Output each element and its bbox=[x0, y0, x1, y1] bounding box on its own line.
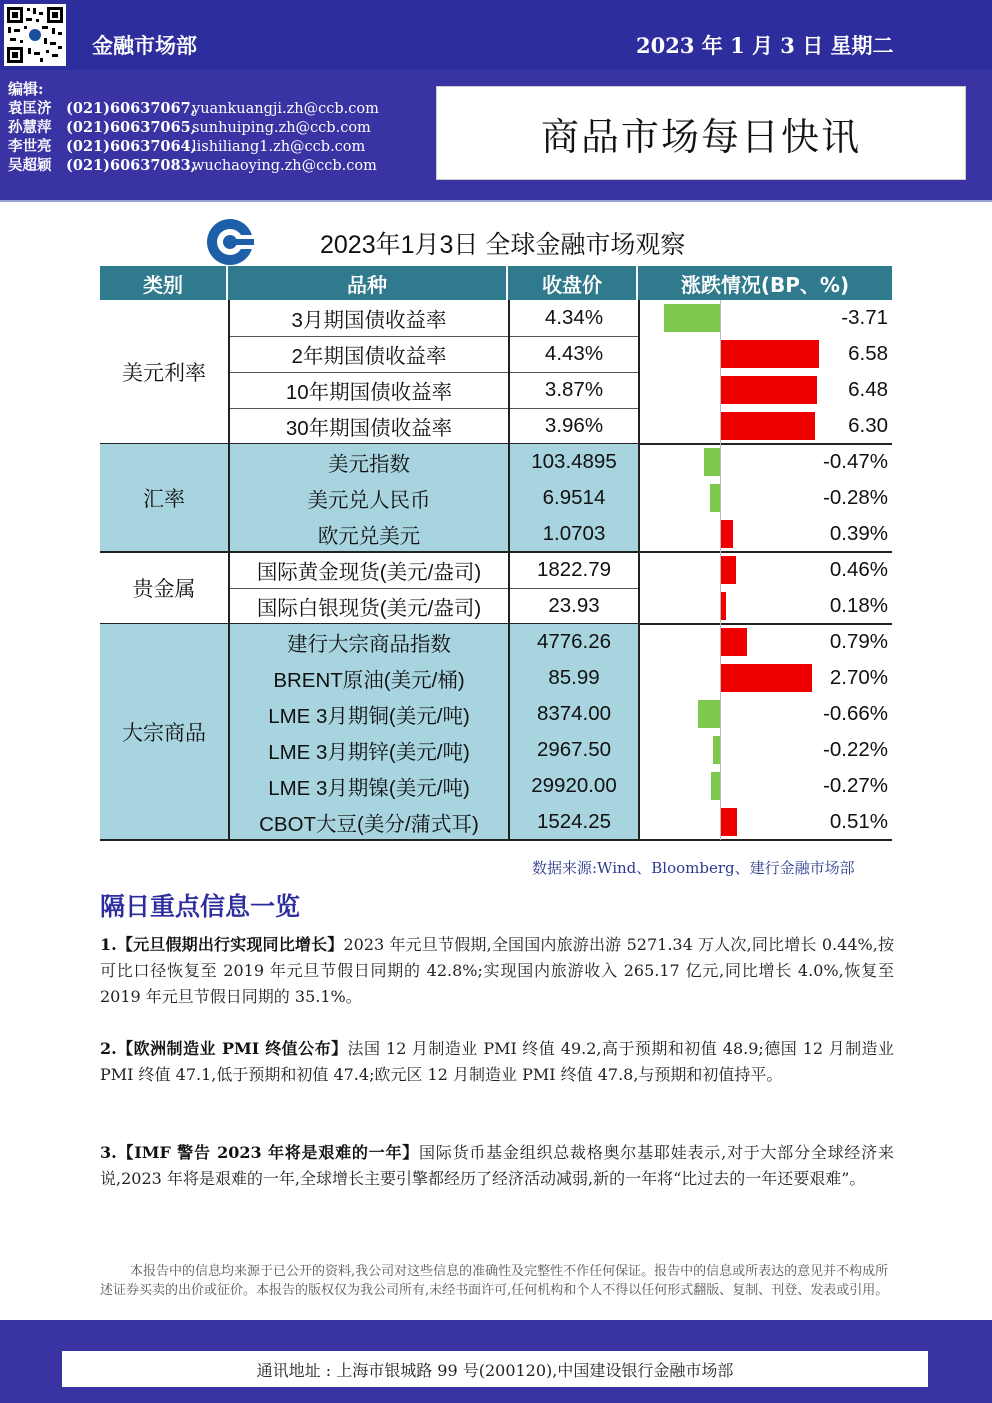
variety-cell: CBOT大豆(美分/蒲式耳) bbox=[228, 804, 508, 840]
variety-cell: LME 3月期镍(美元/吨) bbox=[228, 768, 508, 804]
editor-phone: (021)60637083, bbox=[66, 157, 196, 174]
change-value: 0.39% bbox=[829, 522, 888, 545]
editor-label: 编辑: bbox=[8, 80, 44, 98]
editor-line bbox=[8, 154, 377, 175]
change-value: 0.46% bbox=[829, 558, 888, 581]
table-row bbox=[100, 624, 892, 660]
group-divider bbox=[100, 839, 892, 841]
table-title: 2023年1月3日 全球金融市场观察 bbox=[320, 231, 686, 259]
change-value: 0.18% bbox=[829, 594, 888, 617]
variety-cell: 美元兑人民币 bbox=[228, 480, 508, 516]
change-value: 6.58 bbox=[848, 342, 888, 365]
ccb-logo-icon bbox=[206, 218, 254, 266]
close-cell: 23.93 bbox=[508, 588, 638, 624]
change-value: -0.27% bbox=[823, 774, 888, 797]
news-body: 2023 年元旦节假期,全国国内旅游出游 5271.34 万人次,同比增长 0.44%,按可比口径恢复至 2019 年元旦节假日同期的 42.8%;实现国内旅游收入 265.17 亿元,同比增长 4.0%,恢复至 2019 年元旦节假日同期的 35.1%。 bbox=[100, 935, 894, 1006]
close-cell: 3.96% bbox=[508, 408, 638, 444]
variety-cell: 建行大宗商品指数 bbox=[228, 624, 508, 660]
positive-bar bbox=[720, 556, 736, 584]
table-row bbox=[100, 696, 892, 732]
close-cell: 4.34% bbox=[508, 300, 638, 336]
change-cell bbox=[638, 480, 892, 516]
news-body: 国际货币基金组织总裁格奥尔基耶娃表示,对于大部分全球经济来说,2023 年将是艰难的一年,全球增长主要引擎都经历了经济活动减弱,新的一年将“比过去的一年还要艰难”。 bbox=[100, 1143, 894, 1188]
category-label: 汇率 bbox=[100, 444, 228, 552]
table-row bbox=[100, 300, 892, 336]
qr-code-icon bbox=[4, 4, 66, 66]
change-cell bbox=[638, 624, 892, 660]
news-title: 3.【IMF 警告 2023 年将是艰难的一年】 bbox=[100, 1143, 420, 1162]
category-label: 美元利率 bbox=[122, 362, 206, 385]
editor-name: 袁匡济 bbox=[8, 100, 52, 117]
header-close: 收盘价 bbox=[508, 266, 638, 300]
change-cell bbox=[638, 768, 892, 804]
close-cell: 4776.26 bbox=[508, 624, 638, 660]
close-cell: 3.87% bbox=[508, 372, 638, 408]
close-cell: 1524.25 bbox=[508, 804, 638, 840]
table-row bbox=[100, 588, 892, 624]
table-row bbox=[100, 516, 892, 552]
department-name: 金融市场部 bbox=[92, 33, 197, 58]
table-row bbox=[100, 552, 892, 588]
editor-line bbox=[8, 97, 379, 118]
category-label: 大宗商品 bbox=[100, 624, 228, 840]
variety-cell: LME 3月期铜(美元/吨) bbox=[228, 696, 508, 732]
close-cell: 4.43% bbox=[508, 336, 638, 372]
positive-bar bbox=[720, 340, 819, 368]
variety-cell: 3月期国债收益率 bbox=[228, 300, 508, 336]
change-cell bbox=[638, 444, 892, 480]
table-row bbox=[100, 444, 892, 480]
header-variety: 品种 bbox=[228, 266, 508, 300]
editor-name: 孙慧萍 bbox=[8, 119, 52, 136]
variety-cell: 美元指数 bbox=[228, 444, 508, 480]
header-change: 涨跌情况(BP、%) bbox=[638, 266, 892, 300]
table-row bbox=[100, 768, 892, 804]
change-cell bbox=[638, 804, 892, 840]
change-cell bbox=[638, 516, 892, 552]
news-heading: 隔日重点信息一览 bbox=[100, 892, 301, 921]
divider bbox=[0, 200, 992, 202]
variety-cell: BRENT原油(美元/桶) bbox=[228, 660, 508, 696]
close-cell: 8374.00 bbox=[508, 696, 638, 732]
change-value: -0.28% bbox=[823, 486, 888, 509]
negative-bar bbox=[698, 700, 720, 728]
variety-cell: 欧元兑美元 bbox=[228, 516, 508, 552]
positive-bar bbox=[720, 412, 815, 440]
close-cell: 29920.00 bbox=[508, 768, 638, 804]
table-row bbox=[100, 408, 892, 444]
change-value: 2.70% bbox=[829, 666, 888, 689]
change-cell bbox=[638, 552, 892, 588]
editor-line bbox=[8, 135, 365, 156]
negative-bar bbox=[664, 304, 720, 332]
news-item bbox=[100, 1036, 894, 1088]
close-cell: 1.0703 bbox=[508, 516, 638, 552]
news-title: 1.【元旦假期出行实现同比增长】 bbox=[100, 935, 344, 954]
table-row bbox=[100, 732, 892, 768]
negative-bar bbox=[711, 772, 720, 800]
change-value: 0.79% bbox=[829, 630, 888, 653]
news-title: 2.【欧洲制造业 PMI 终值公布】 bbox=[100, 1039, 348, 1058]
positive-bar bbox=[720, 520, 733, 548]
change-cell bbox=[638, 696, 892, 732]
editor-phone: (021)60637067, bbox=[66, 100, 196, 117]
disclaimer: 本报告中的信息均来源于已公开的资料,我公司对这些信息的准确性及完整性不作任何保证。报告中的信息或所表达的意见并不构成所述证券买卖的出价或征价。本报告的版权仅为我公司所有,未经书面许可,任何机构和个人不得以任何形式翻版、复制、刊登、发表或引用。 bbox=[100, 1264, 889, 1298]
variety-cell: 10年期国债收益率 bbox=[228, 372, 508, 408]
variety-cell: 国际白银现货(美元/盎司) bbox=[228, 588, 508, 624]
category-label: 贵金属 bbox=[132, 578, 196, 601]
variety-cell: 国际黄金现货(美元/盎司) bbox=[228, 552, 508, 588]
editor-email[interactable]: wuchaoying.zh@ccb.com bbox=[192, 158, 377, 174]
change-cell bbox=[638, 732, 892, 768]
change-value: -0.22% bbox=[823, 738, 888, 761]
negative-bar bbox=[710, 484, 720, 512]
table-row bbox=[100, 336, 892, 372]
editor-name: 李世亮 bbox=[8, 138, 52, 155]
change-value: 6.30 bbox=[848, 414, 888, 437]
editor-phone: (021)60637065, bbox=[66, 119, 196, 136]
close-cell: 103.4895 bbox=[508, 444, 638, 480]
close-cell: 85.99 bbox=[508, 660, 638, 696]
report-date: 2023 年 1 月 3 日 星期二 bbox=[636, 33, 894, 58]
change-value: -0.66% bbox=[823, 702, 888, 725]
close-cell: 6.9514 bbox=[508, 480, 638, 516]
editor-email[interactable]: lishiliang1.zh@ccb.com bbox=[192, 139, 366, 155]
editor-email[interactable]: sunhuiping.zh@ccb.com bbox=[192, 120, 371, 136]
change-value: 6.48 bbox=[848, 378, 888, 401]
news-body: 法国 12 月制造业 PMI 终值 49.2,高于预期和初值 48.9;德国 12 月制造业 PMI 终值 47.1,低于预期和初值 47.4;欧元区 12 月制造业 PMI 终值 47.8,与预期和初值持平。 bbox=[100, 1039, 894, 1084]
header-category: 类别 bbox=[100, 266, 228, 300]
table-row bbox=[100, 660, 892, 696]
table-row bbox=[100, 804, 892, 840]
change-value: 0.51% bbox=[829, 810, 888, 833]
change-value: -0.47% bbox=[823, 450, 888, 473]
variety-cell: 30年期国债收益率 bbox=[228, 408, 508, 444]
change-cell bbox=[638, 588, 892, 624]
data-source: 数据来源:Wind、Bloomberg、建行金融市场部 bbox=[532, 859, 855, 877]
positive-bar bbox=[720, 664, 812, 692]
positive-bar bbox=[720, 376, 817, 404]
change-value: -3.71 bbox=[841, 306, 888, 329]
positive-bar bbox=[720, 808, 737, 836]
zero-axis bbox=[720, 300, 721, 840]
close-cell: 1822.79 bbox=[508, 552, 638, 588]
editor-name: 吴超颖 bbox=[8, 157, 52, 174]
editor-line bbox=[8, 116, 371, 137]
negative-bar bbox=[713, 736, 720, 764]
editor-phone: (021)60637064, bbox=[66, 138, 196, 155]
table-body bbox=[100, 300, 892, 840]
variety-cell: LME 3月期锌(美元/吨) bbox=[228, 732, 508, 768]
footer-address: 通讯地址 : 上海市银城路 99 号(200120),中国建设银行金融市场部 bbox=[62, 1351, 928, 1387]
report-title: 商品市场每日快讯 bbox=[436, 86, 966, 180]
table-row bbox=[100, 372, 892, 408]
news-item bbox=[100, 932, 894, 1010]
editor-email[interactable]: yuankuangji.zh@ccb.com bbox=[192, 101, 379, 117]
negative-bar bbox=[704, 448, 720, 476]
close-cell: 2967.50 bbox=[508, 732, 638, 768]
table-row bbox=[100, 480, 892, 516]
positive-bar bbox=[720, 628, 747, 656]
news-item bbox=[100, 1140, 894, 1192]
variety-cell: 2年期国债收益率 bbox=[228, 336, 508, 372]
